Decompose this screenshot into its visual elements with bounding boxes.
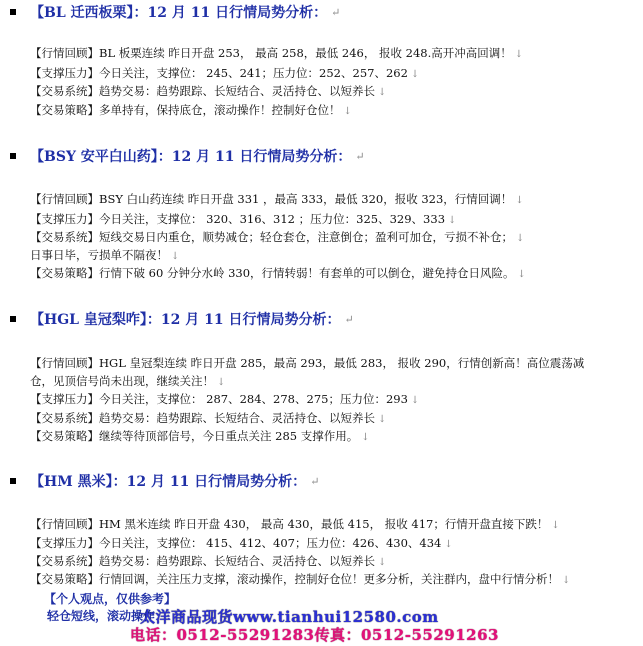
return-arrow-icon: ↓ (517, 269, 526, 280)
section-heading (10, 2, 340, 22)
section-heading (10, 471, 319, 491)
square-bullet-icon (10, 153, 16, 159)
text-line: 【支撑压力】今日关注，支撑位： 287、284、278、275；压力位：293 ↓ (30, 392, 420, 406)
text-line: 【行情回顾】BL 板栗连续 昨日开盘 253， 最高 258，最低 246， 报收 248.高开冲高回调！ ↓ (30, 46, 524, 60)
section-heading (10, 309, 354, 329)
text-line: 【支撑压力】今日关注，支撑位： 320、316、312 ；压力位：325、329、333 ↓ (30, 212, 457, 226)
heading-text: 【HGL 皇冠梨咋】：12 月 11 日行情局势分析： (30, 312, 341, 328)
return-arrow-icon: ↵ (310, 474, 320, 488)
return-arrow-icon: ↓ (378, 87, 387, 98)
return-arrow-icon: ↓ (378, 557, 387, 568)
return-arrow-icon: ↵ (331, 5, 341, 19)
text-line: 【行情回顾】HGL 皇冠梨连续 昨日开盘 285，最高 293，最低 283， 报收 290，行情创新高！高位震荡减 (30, 356, 585, 370)
return-arrow-icon: ↓ (171, 251, 180, 262)
text-line: 【交易系统】趋势交易：趋势跟踪、长短结合、灵活持仓、以短养长 ↓ (30, 84, 387, 98)
text-line: 仓，见顶信号尚未出现，继续关注！ ↓ (30, 374, 226, 388)
return-arrow-icon: ↓ (378, 414, 387, 425)
text-line: 【交易策略】行情回调，关注压力支撑，滚动操作，控制好仓位！更多分析，关注群内，盘中行情分析！ ↓ (30, 572, 571, 586)
return-arrow-icon: ↓ (444, 539, 453, 550)
text-line: 日事日毕，亏损单不隔夜！ ↓ (30, 248, 180, 262)
text-line: 【交易系统】趋势交易：趋势跟踪、长短结合、灵活持仓、以短养长 ↓ (30, 411, 387, 425)
text-line: 【交易系统】趋势交易：趋势跟踪、长短结合、灵活持仓、以短养长 ↓ (30, 554, 387, 568)
text-line: 【交易系统】短线交易日内重仓，顺势减仓；轻仓套仓，注意倒仓；盈利可加仓，亏损不补仓； ↓ (30, 230, 525, 244)
text-line: 【支撑压力】今日关注，支撑位： 245、241；压力位：252、257、262 ↓ (30, 66, 420, 80)
text-line: 【交易策略】行情下破 60 分钟分水岭 330，行情转弱！有套单的可以倒仓，避免持仓日风险。 ↓ (30, 266, 526, 280)
heading-text: 【BL 迁西板栗】：12 月 11 日行情局势分析： (30, 5, 328, 21)
text-line: 【行情回顾】HM 黑米连续 昨日开盘 430， 最高 430，最低 415， 报收 417；行情开盘直接下跌！ ↓ (30, 517, 560, 531)
text-line: 【交易策略】多单持有，保持底仓，滚动操作！控制好仓位！ ↓ (30, 103, 352, 117)
strategy-tip: 轻仓短线，滚动操作 (47, 609, 156, 623)
square-bullet-icon (10, 316, 16, 322)
return-arrow-icon: ↓ (562, 575, 571, 586)
section-heading (10, 146, 365, 166)
watermark-website: 太洋商品现货www.tianhui12580.com (140, 608, 439, 626)
return-arrow-icon: ↓ (515, 195, 524, 206)
square-bullet-icon (10, 9, 16, 15)
return-arrow-icon: ↓ (217, 377, 226, 388)
text-line: 【行情回顾】BSY 白山药连续 昨日开盘 331 ，最高 333，最低 320，报收 323，行情回调！ ↓ (30, 192, 524, 206)
return-arrow-icon: ↓ (343, 106, 352, 117)
return-arrow-icon: ↓ (410, 395, 420, 406)
return-arrow-icon: ↵ (355, 149, 365, 163)
square-bullet-icon (10, 478, 16, 484)
disclaimer-note: 【个人观点，仅供参考】 (44, 592, 177, 606)
return-arrow-icon: ↓ (361, 432, 370, 443)
heading-text: 【HM 黑米】：12 月 11 日行情局势分析： (30, 474, 307, 490)
watermark-phone: 电话：0512-55291283传真：0512-55291263 (130, 626, 499, 644)
text-line: 【支撑压力】今日关注，支撑位： 415、412、407；压力位：426、430、434 ↓ (30, 536, 453, 550)
text-line: 【交易策略】继续等待顶部信号，今日重点关注 285 支撑作用。 ↓ (30, 429, 370, 443)
heading-text: 【BSY 安平白山药】：12 月 11 日行情局势分析： (30, 149, 352, 165)
return-arrow-icon: ↓ (410, 69, 420, 80)
return-arrow-icon: ↵ (344, 312, 354, 326)
return-arrow-icon: ↓ (514, 49, 524, 60)
return-arrow-icon: ↓ (448, 215, 457, 226)
return-arrow-icon: ↓ (551, 520, 560, 531)
return-arrow-icon: ↓ (516, 233, 525, 244)
